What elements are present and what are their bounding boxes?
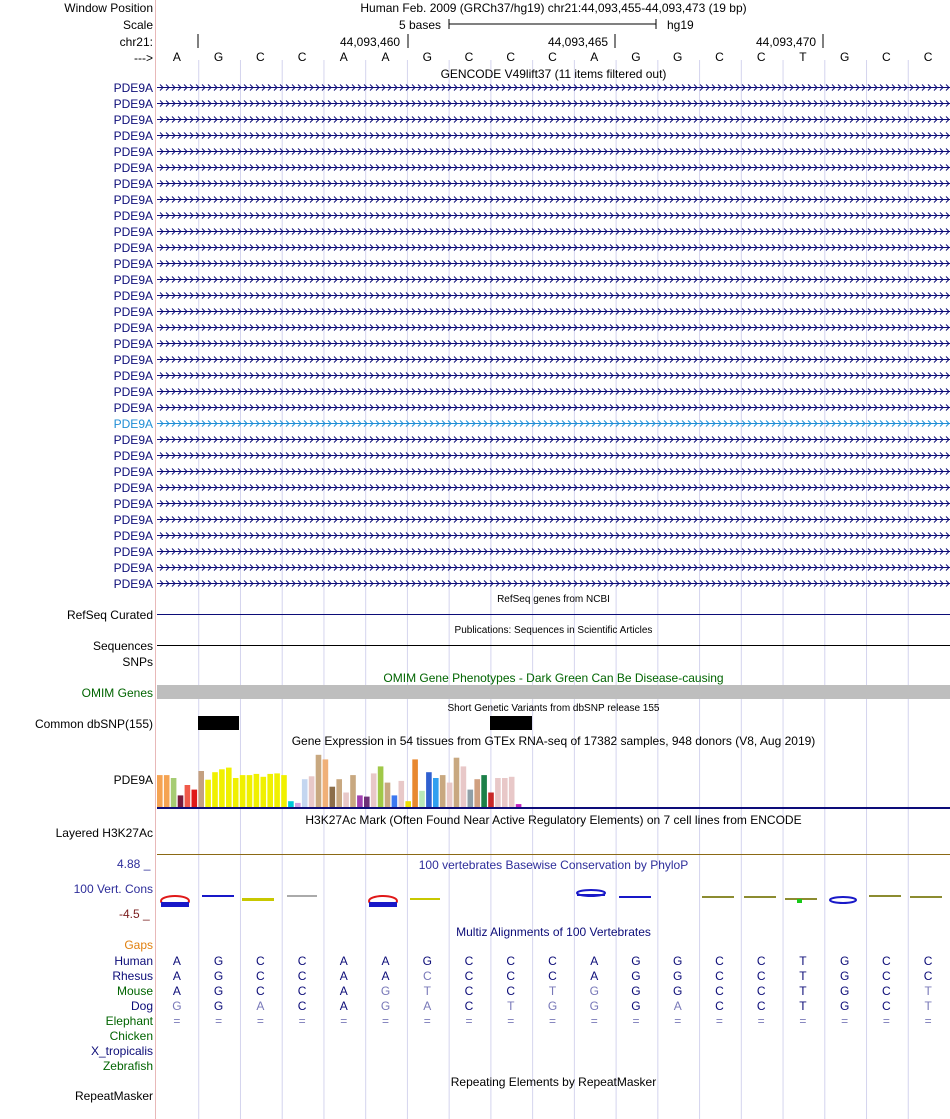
multiz-base: =	[423, 1014, 431, 1028]
gtex-tissue-bar[interactable]	[412, 759, 418, 807]
gencode-gene-label[interactable]: PDE9A	[113, 241, 153, 255]
multiz-base: =	[215, 1014, 223, 1028]
gencode-gene-label[interactable]: PDE9A	[113, 305, 153, 319]
reference-base: C	[297, 50, 307, 64]
gencode-gene-label[interactable]: PDE9A	[113, 193, 153, 207]
gencode-gene-label[interactable]: PDE9A	[113, 145, 153, 159]
multiz-species-label[interactable]: Rhesus	[112, 969, 153, 983]
gtex-tissue-bar[interactable]	[495, 778, 501, 807]
multiz-species-label[interactable]: Mouse	[116, 984, 153, 998]
snps-label: SNPs	[122, 655, 153, 669]
multiz-base: A	[381, 969, 390, 983]
gtex-tissue-bar[interactable]	[336, 779, 342, 807]
gtex-tissue-bar[interactable]	[399, 781, 405, 807]
multiz-base: G	[589, 984, 599, 998]
refseq-label[interactable]: RefSeq Curated	[66, 608, 153, 622]
multiz-base: =	[298, 1014, 306, 1028]
multiz-base: G	[213, 999, 224, 1013]
chrom-label: chr21:	[119, 35, 153, 49]
gtex-tissue-bar[interactable]	[205, 780, 211, 807]
gtex-tissue-bar[interactable]	[171, 778, 177, 807]
multiz-base: C	[464, 999, 474, 1013]
multiz-base: C	[297, 984, 307, 998]
gtex-tissue-bar[interactable]	[240, 775, 246, 807]
multiz-base: =	[882, 1014, 890, 1028]
multiz-title[interactable]: Multiz Alignments of 100 Vertebrates	[456, 925, 651, 939]
multiz-base: A	[172, 984, 181, 998]
gtex-tissue-bar[interactable]	[419, 791, 425, 807]
gtex-tissue-bar[interactable]	[364, 797, 370, 807]
multiz-base: C	[548, 954, 557, 968]
gtex-tissue-bar[interactable]	[316, 755, 322, 807]
multiz-base: =	[674, 1014, 682, 1028]
gencode-transcript[interactable]	[157, 117, 950, 123]
gtex-label[interactable]: PDE9A	[113, 773, 153, 787]
gencode-gene-label[interactable]: PDE9A	[113, 81, 153, 95]
cons-logo[interactable]	[157, 885, 950, 909]
gtex-tissue-bar[interactable]	[378, 766, 384, 807]
gtex-tissue-bar[interactable]	[474, 779, 480, 807]
multiz-base: =	[924, 1014, 932, 1028]
multiz-base: G	[213, 969, 224, 983]
gencode-transcript[interactable]	[157, 213, 950, 219]
gencode-gene-label[interactable]: PDE9A	[113, 577, 153, 591]
multiz-base: C	[464, 969, 474, 983]
gtex-baseline	[157, 807, 950, 809]
multiz-base: =	[590, 1014, 598, 1028]
gencode-gene-label[interactable]: PDE9A	[113, 209, 153, 223]
multiz-base: T	[799, 999, 807, 1013]
multiz-base: =	[757, 1014, 765, 1028]
gencode-transcript[interactable]	[157, 421, 950, 427]
gencode-transcript[interactable]	[157, 469, 950, 475]
snp-mark[interactable]	[198, 716, 239, 730]
gencode-gene-label[interactable]: PDE9A	[113, 225, 153, 239]
gencode-gene-label[interactable]: PDE9A	[113, 561, 153, 575]
reference-base: C	[756, 50, 766, 64]
gtex-tissue-bar[interactable]	[254, 774, 260, 807]
gencode-transcript[interactable]	[157, 277, 950, 283]
multiz-base: C	[255, 969, 265, 983]
gencode-transcript[interactable]	[157, 437, 950, 443]
gencode-transcript[interactable]	[157, 325, 950, 331]
multiz-base: A	[172, 969, 181, 983]
gtex-tissue-bar[interactable]	[371, 773, 377, 807]
multiz-base: =	[173, 1014, 181, 1028]
multiz-base: =	[465, 1014, 473, 1028]
publications-title[interactable]: Publications: Sequences in Scientific Articles	[454, 625, 653, 636]
repeatmasker-label[interactable]: RepeatMasker	[74, 1089, 153, 1103]
gencode-transcript[interactable]	[157, 405, 950, 411]
gtex-tissue-bar[interactable]	[267, 774, 273, 807]
gencode-gene-label[interactable]: PDE9A	[113, 97, 153, 111]
gtex-tissue-bar[interactable]	[426, 772, 432, 807]
multiz-base: C	[297, 969, 307, 983]
scale-text: 5 bases	[399, 18, 442, 32]
multiz-base: C	[255, 984, 265, 998]
multiz-base: C	[882, 984, 891, 998]
gtex-tissue-bar[interactable]	[468, 790, 474, 807]
gtex-title[interactable]: Gene Expression in 54 tissues from GTEx RNA-seq of 17382 samples, 948 donors (V8, Aug 2019)	[291, 734, 816, 748]
omim-title[interactable]: OMIM Gene Phenotypes - Dark Green Can Be Disease-causing	[383, 671, 724, 685]
gencode-gene-label[interactable]: PDE9A	[113, 417, 153, 431]
gencode-transcript[interactable]	[157, 485, 950, 491]
multiz-base: G	[213, 984, 224, 998]
gencode-gene-label[interactable]: PDE9A	[113, 161, 153, 175]
gencode-gene-label[interactable]: PDE9A	[113, 353, 153, 367]
gtex-tissue-bar[interactable]	[330, 787, 336, 807]
multiz-base: T	[799, 954, 807, 968]
reference-base: A	[172, 50, 181, 64]
publications-label[interactable]: Sequences	[92, 639, 153, 653]
multiz-base: C	[548, 969, 557, 983]
gaps-label: Gaps	[124, 938, 153, 952]
multiz-base: T	[924, 999, 932, 1013]
multiz-base: G	[422, 954, 432, 968]
gencode-gene-label[interactable]: PDE9A	[113, 497, 153, 511]
multiz-base: G	[673, 969, 683, 983]
reference-base: C	[464, 50, 474, 64]
gencode-gene-label[interactable]: PDE9A	[113, 113, 153, 127]
multiz-base: G	[631, 969, 641, 983]
ruler-tick-2: 44,093,465	[548, 35, 609, 49]
reference-base: G	[213, 50, 224, 64]
multiz-species-label[interactable]: Chicken	[109, 1029, 153, 1043]
multiz-base: C	[715, 999, 724, 1013]
scale-label: Scale	[122, 18, 153, 32]
gtex-tissue-bar[interactable]	[385, 783, 391, 807]
cons-label[interactable]: 100 Vert. Cons	[73, 882, 153, 896]
gencode-gene-label[interactable]: PDE9A	[113, 321, 153, 335]
gencode-transcript[interactable]	[157, 245, 950, 251]
multiz-base: G	[172, 999, 182, 1013]
multiz-base: G	[589, 999, 599, 1013]
gtex-tissue-bar[interactable]	[350, 775, 356, 807]
reference-base: T	[799, 50, 807, 64]
gtex-tissue-bar[interactable]	[323, 759, 329, 807]
gencode-transcript[interactable]	[157, 501, 950, 507]
reference-base: A	[590, 50, 599, 64]
gtex-tissue-bar[interactable]	[274, 773, 280, 807]
dbsnp-label[interactable]: Common dbSNP(155)	[34, 717, 153, 731]
multiz-base: C	[464, 984, 474, 998]
multiz-species-label[interactable]: Zebrafish	[102, 1059, 153, 1073]
repeatmasker-title[interactable]: Repeating Elements by RepeatMasker	[450, 1075, 657, 1089]
multiz-base: C	[882, 969, 891, 983]
publications-line	[157, 645, 950, 646]
ruler-tick-3: 44,093,470	[756, 35, 817, 49]
multiz-base: A	[590, 954, 599, 968]
multiz-base: =	[841, 1014, 849, 1028]
gtex-tissue-bar[interactable]	[164, 775, 170, 807]
snp-mark[interactable]	[490, 716, 532, 730]
gencode-gene-label[interactable]: PDE9A	[113, 433, 153, 447]
multiz-base: G	[547, 999, 558, 1013]
multiz-base: G	[380, 999, 391, 1013]
gencode-transcript[interactable]	[157, 517, 950, 523]
multiz-base: C	[882, 954, 891, 968]
gencode-transcript[interactable]	[157, 453, 950, 459]
gencode-transcript[interactable]	[157, 149, 950, 155]
gtex-tissue-bar[interactable]	[502, 778, 508, 807]
multiz-base: C	[715, 954, 724, 968]
gencode-gene-lines	[157, 80, 950, 592]
gtex-tissue-bar[interactable]	[212, 772, 218, 807]
reference-base: A	[339, 50, 348, 64]
multiz-base: G	[839, 999, 850, 1013]
gtex-tissue-bar[interactable]	[343, 793, 349, 808]
scale-bar	[448, 17, 660, 31]
reference-base: G	[839, 50, 850, 64]
gtex-tissue-bar[interactable]	[302, 779, 308, 807]
gencode-transcript[interactable]	[157, 565, 950, 571]
gencode-gene-label[interactable]: PDE9A	[113, 481, 153, 495]
gencode-transcript[interactable]	[157, 101, 950, 107]
multiz-base: A	[339, 969, 348, 983]
multiz-base: T	[423, 984, 431, 998]
gencode-transcript[interactable]	[157, 373, 950, 379]
gencode-transcript[interactable]	[157, 389, 950, 395]
gencode-gene-label[interactable]: PDE9A	[113, 513, 153, 527]
gtex-tissue-bar[interactable]	[392, 795, 398, 807]
multiz-base: C	[255, 954, 265, 968]
gencode-transcript[interactable]	[157, 357, 950, 363]
gencode-transcript[interactable]	[157, 229, 950, 235]
multiz-base: C	[756, 954, 766, 968]
gtex-tissue-bar[interactable]	[454, 758, 460, 807]
multiz-base: C	[506, 954, 516, 968]
gencode-transcript[interactable]	[157, 309, 950, 315]
h3k27ac-title[interactable]: H3K27Ac Mark (Often Found Near Active Regulatory Elements) on 7 cell lines from ENCODE	[305, 813, 802, 827]
h3k27ac-line	[157, 854, 950, 855]
reference-base: C	[255, 50, 265, 64]
cons-title[interactable]: 100 vertebrates Basewise Conservation by PhyloP	[418, 858, 689, 872]
gencode-transcript[interactable]	[157, 261, 950, 267]
multiz-species-label[interactable]: X_tropicalis	[90, 1044, 153, 1058]
gtex-tissue-bar[interactable]	[178, 795, 184, 807]
multiz-base: =	[548, 1014, 556, 1028]
multiz-base: A	[339, 954, 348, 968]
reference-base: C	[715, 50, 724, 64]
multiz-base: T	[548, 984, 557, 998]
multiz-base: C	[297, 999, 307, 1013]
gtex-tissue-bar[interactable]	[481, 775, 487, 807]
gtex-tissue-bar[interactable]	[309, 776, 315, 807]
gencode-gene-label[interactable]: PDE9A	[113, 289, 153, 303]
gencode-gene-label[interactable]: PDE9A	[113, 449, 153, 463]
gtex-tissue-bar[interactable]	[157, 775, 163, 807]
multiz-base: A	[423, 999, 432, 1013]
multiz-base: =	[715, 1014, 723, 1028]
gtex-tissue-bar[interactable]	[226, 768, 232, 807]
gencode-transcript[interactable]	[157, 341, 950, 347]
gencode-transcript[interactable]	[157, 85, 950, 91]
multiz-base: A	[172, 954, 181, 968]
multiz-base: C	[923, 954, 933, 968]
gtex-tissue-bar[interactable]	[440, 775, 446, 807]
multiz-base: G	[839, 954, 850, 968]
gencode-gene-label[interactable]: PDE9A	[113, 369, 153, 383]
multiz-base: A	[256, 999, 265, 1013]
refseq-title[interactable]: RefSeq genes from NCBI	[497, 594, 610, 605]
gtex-tissue-bar[interactable]	[447, 783, 453, 807]
gencode-transcript[interactable]	[157, 133, 950, 139]
multiz-base: A	[673, 999, 682, 1013]
multiz-base: G	[673, 954, 683, 968]
multiz-base: C	[756, 969, 766, 983]
gencode-title[interactable]: GENCODE V49lift37 (11 items filtered out)	[440, 67, 667, 81]
multiz-base: T	[924, 984, 932, 998]
scale-assembly: hg19	[667, 18, 694, 32]
multiz-base: =	[799, 1014, 807, 1028]
gencode-gene-label[interactable]: PDE9A	[113, 257, 153, 271]
gencode-transcript[interactable]	[157, 197, 950, 203]
gencode-gene-label[interactable]: PDE9A	[113, 385, 153, 399]
gtex-tissue-bar[interactable]	[281, 775, 287, 807]
gencode-gene-label[interactable]: PDE9A	[113, 401, 153, 415]
multiz-base: A	[339, 984, 348, 998]
reference-base: C	[506, 50, 516, 64]
gencode-transcript[interactable]	[157, 581, 950, 587]
reference-base: G	[631, 50, 641, 64]
multiz-base: A	[339, 999, 348, 1013]
gtex-tissue-bar[interactable]	[198, 771, 204, 807]
multiz-base: A	[381, 954, 390, 968]
cons-ymax: 4.88 _	[117, 857, 151, 871]
multiz-base: C	[882, 999, 891, 1013]
multiz-base: G	[631, 984, 641, 998]
gencode-gene-label[interactable]: PDE9A	[113, 177, 153, 191]
multiz-species-label[interactable]: Dog	[130, 999, 153, 1013]
gtex-bar-chart[interactable]	[155, 748, 535, 808]
multiz-base: C	[506, 984, 516, 998]
gtex-tissue-bar[interactable]	[219, 769, 225, 807]
gtex-tissue-bar[interactable]	[509, 777, 515, 807]
multiz-base: =	[256, 1014, 264, 1028]
multiz-base: C	[715, 984, 724, 998]
window-position-label: Window Position	[64, 1, 153, 15]
gencode-gene-label[interactable]: PDE9A	[113, 273, 153, 287]
multiz-base: T	[507, 999, 515, 1013]
h3k27ac-label[interactable]: Layered H3K27Ac	[55, 826, 153, 840]
multiz-species-label[interactable]: Elephant	[105, 1014, 153, 1028]
multiz-base: =	[507, 1014, 515, 1028]
cons-ymin: -4.5 _	[119, 907, 150, 921]
multiz-base: C	[422, 969, 432, 983]
gencode-transcript[interactable]	[157, 549, 950, 555]
multiz-base: C	[297, 954, 307, 968]
multiz-base: =	[632, 1014, 640, 1028]
refseq-line[interactable]	[157, 614, 950, 615]
omim-bar[interactable]	[157, 685, 950, 699]
gencode-transcript[interactable]	[157, 533, 950, 539]
multiz-base: G	[213, 954, 224, 968]
gtex-tissue-bar[interactable]	[233, 778, 239, 807]
gtex-tissue-bar[interactable]	[247, 775, 253, 807]
sidebar-divider	[155, 0, 156, 1119]
reference-base: C	[548, 50, 557, 64]
reference-base: C	[882, 50, 891, 64]
multiz-species-label[interactable]: Human	[114, 954, 153, 968]
multiz-base: G	[631, 954, 641, 968]
gencode-gene-label[interactable]: PDE9A	[113, 545, 153, 559]
multiz-base: T	[799, 984, 807, 998]
multiz-base: G	[673, 984, 683, 998]
multiz-base: =	[382, 1014, 390, 1028]
multiz-base: C	[756, 999, 766, 1013]
gencode-gene-label[interactable]: PDE9A	[113, 465, 153, 479]
gencode-gene-label[interactable]: PDE9A	[113, 129, 153, 143]
reference-base: A	[381, 50, 390, 64]
reference-base: G	[422, 50, 432, 64]
multiz-base: =	[340, 1014, 348, 1028]
multiz-base: C	[923, 969, 933, 983]
multiz-base: C	[464, 954, 474, 968]
strand-label: --->	[134, 51, 153, 65]
multiz-base: G	[631, 999, 641, 1013]
gtex-tissue-bar[interactable]	[192, 790, 198, 807]
multiz-base: A	[590, 969, 599, 983]
gtex-tissue-bar[interactable]	[357, 795, 363, 807]
ruler-tick-1: 44,093,460	[340, 35, 401, 49]
window-position-text: Human Feb. 2009 (GRCh37/hg19) chr21:44,093,455-44,093,473 (19 bp)	[360, 1, 747, 15]
gencode-transcript[interactable]	[157, 293, 950, 299]
gtex-tissue-bar[interactable]	[488, 793, 494, 808]
multiz-base: C	[756, 984, 766, 998]
multiz-base: G	[380, 984, 391, 998]
multiz-base: C	[506, 969, 516, 983]
gtex-tissue-bar[interactable]	[461, 766, 467, 807]
gencode-transcript[interactable]	[157, 181, 950, 187]
multiz-base: G	[839, 984, 850, 998]
reference-base: C	[923, 50, 933, 64]
multiz-base: T	[799, 969, 807, 983]
gencode-gene-label[interactable]: PDE9A	[113, 529, 153, 543]
gencode-gene-label[interactable]: PDE9A	[113, 337, 153, 351]
multiz-base: C	[715, 969, 724, 983]
reference-base: G	[673, 50, 683, 64]
gtex-tissue-bar[interactable]	[433, 778, 439, 807]
dbsnp-title[interactable]: Short Genetic Variants from dbSNP release 155	[447, 703, 660, 714]
multiz-base: G	[839, 969, 850, 983]
gtex-tissue-bar[interactable]	[185, 785, 191, 807]
gtex-tissue-bar[interactable]	[261, 777, 267, 807]
gencode-transcript[interactable]	[157, 165, 950, 171]
omim-label[interactable]: OMIM Genes	[81, 686, 153, 700]
